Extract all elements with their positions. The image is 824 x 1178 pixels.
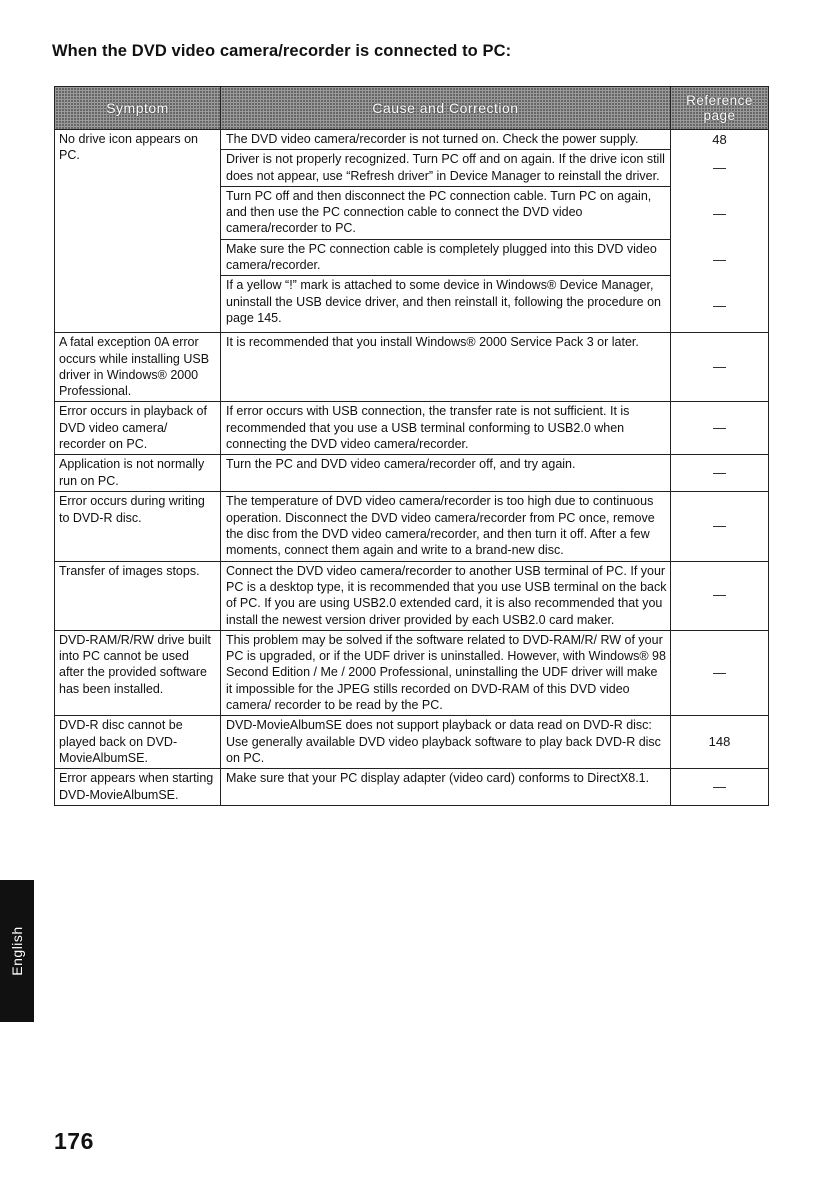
cause-cell <box>221 561 671 630</box>
table-row <box>55 402 769 455</box>
symptom-cell: DVD-R disc cannot be played back on DVD-MovieAlbumSE. <box>55 716 221 769</box>
reference-cell <box>671 455 769 492</box>
cause-item: This problem may be solved if the software related to DVD-RAM/R/ RW of your PC is upgraded, or if the UDF driver is uninstalled. However, with Windows® 98 Second Edition / Me / 2000 Professional, uninstalling the UDF driver will make it impossible for the JPEG stills recorded on DVD-RAM of this DVD video camera/ recorder to be read by the PC. <box>226 632 666 713</box>
troubleshooting-table <box>54 86 769 806</box>
symptom-cell: No drive icon appears on PC. <box>55 130 221 333</box>
reference-cell <box>671 492 769 561</box>
cause-cell <box>221 333 671 402</box>
cause-item: Connect the DVD video camera/recorder to another USB terminal of PC. If your PC is a desktop type, it is recommended that you use USB terminal on the back of PC. If you are using USB2.0 extended card, it is also recommended that you install the newest version driver provided by each USB2.0 card maker. <box>226 563 667 627</box>
language-tab <box>0 880 34 1022</box>
reference-cell <box>671 630 769 715</box>
column-header-symptom: Symptom <box>55 87 221 130</box>
reference-page-value: — <box>713 465 726 481</box>
symptom-cell: Application is not normally run on PC. <box>55 455 221 492</box>
table-row <box>55 492 769 561</box>
table-body <box>55 130 769 806</box>
reference-page-value: — <box>713 518 726 534</box>
page-number: 176 <box>54 1128 94 1154</box>
reference-page-value: 48 <box>712 131 727 147</box>
cause-cell <box>221 402 671 455</box>
table-row <box>55 769 769 806</box>
reference-page-value: — <box>713 251 726 267</box>
cause-item: The DVD video camera/recorder is not turned on. Check the power supply. <box>226 132 639 146</box>
reference-cell <box>671 769 769 806</box>
column-header-cause: Cause and Correction <box>221 87 671 130</box>
table-row <box>55 333 769 402</box>
reference-cell <box>671 716 769 769</box>
symptom-cell: DVD-RAM/R/RW drive built into PC cannot be used after the provided software has been installed. <box>55 630 221 715</box>
section-heading: When the DVD video camera/recorder is connected to PC: <box>52 42 512 60</box>
cause-item: Turn the PC and DVD video camera/recorder off, and try again. <box>226 457 576 472</box>
symptom-cell: Error occurs in playback of DVD video camera/ recorder on PC. <box>55 402 221 455</box>
reference-cell <box>671 402 769 455</box>
reference-page-value: — <box>713 160 726 176</box>
cause-item: Turn PC off and then disconnect the PC connection cable. Turn PC on again, and then use the PC connection cable to connect the DVD video camera/recorder to PC. <box>221 186 670 239</box>
cause-cell <box>221 492 671 561</box>
reference-cell <box>671 561 769 630</box>
table-row <box>55 716 769 769</box>
reference-page-value: — <box>713 359 726 375</box>
reference-page-value: — <box>713 420 726 436</box>
reference-page-value: — <box>713 206 726 222</box>
symptom-cell: Error appears when starting DVD-MovieAlbumSE. <box>55 769 221 806</box>
cause-item: DVD-MovieAlbumSE does not support playback or data read on DVD-R disc: Use generally available DVD video playback software to play back DVD-R disc on PC. <box>226 718 661 765</box>
cause-item: Make sure that your PC display adapter (video card) conforms to DirectX8.1. <box>226 771 650 786</box>
cause-item: If a yellow “!” mark is attached to some device in Windows® Device Manager, uninstall the USB device driver, and then reinstall it, following the procedure on page 145. <box>221 275 670 328</box>
reference-page-value: — <box>713 664 726 680</box>
cause-item: It is recommended that you install Windows® 2000 Service Pack 3 or later. <box>226 335 639 350</box>
reference-page-value: — <box>713 779 726 795</box>
cause-item: Make sure the PC connection cable is completely plugged into this DVD video camera/recorder. <box>221 239 670 276</box>
cause-item: Driver is not properly recognized. Turn PC off and on again. If the drive icon still does not appear, use “Refresh driver” in Device Manager to reinstall the driver. <box>221 149 670 186</box>
table-row <box>55 630 769 715</box>
cause-cell <box>221 716 671 769</box>
reference-page-value: — <box>713 587 726 603</box>
cause-cell <box>221 455 671 492</box>
table-row <box>55 455 769 492</box>
reference-cell <box>671 130 769 333</box>
language-tab-label: English <box>9 926 25 976</box>
cause-item: If error occurs with USB connection, the transfer rate is not sufficient. It is recommended that you use a USB terminal conforming to USB2.0 when connecting the DVD video camera/recorder. <box>226 404 630 452</box>
cause-cell <box>221 630 671 715</box>
reference-page-value: 148 <box>708 734 731 750</box>
column-header-reference: Reference page <box>671 87 769 130</box>
table-row <box>55 130 769 333</box>
reference-cell <box>671 333 769 402</box>
cause-cell <box>221 769 671 806</box>
cause-cell <box>221 130 671 333</box>
table-row <box>55 561 769 630</box>
symptom-cell: Transfer of images stops. <box>55 561 221 630</box>
reference-page-value: — <box>713 297 726 313</box>
symptom-cell: A fatal exception 0A error occurs while installing USB driver in Windows® 2000 Professional. <box>55 333 221 402</box>
table-header-row <box>55 87 769 130</box>
cause-item: The temperature of DVD video camera/recorder is too high due to continuous operation. Disconnect the DVD video camera/recorder from PC once, remove the disc from the DVD video camera/recorder, and then turn it off. After a few moments, connect them again and write to a brand-new disc. <box>226 494 655 558</box>
symptom-cell: Error occurs during writing to DVD-R disc. <box>55 492 221 561</box>
